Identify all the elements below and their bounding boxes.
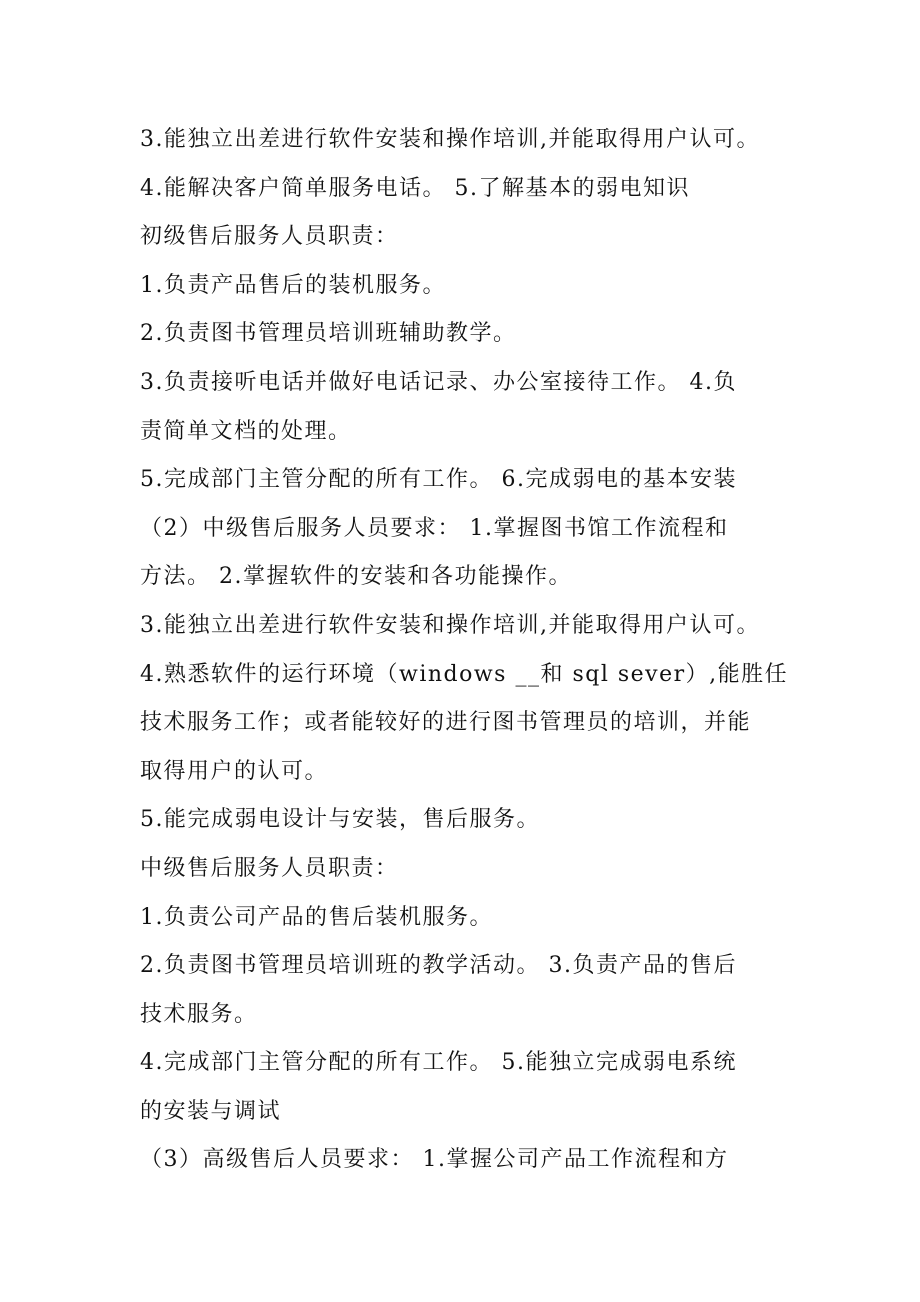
text-line-2: 4.能解决客户简单服务电话。 5.了解基本的弱电知识 [140, 175, 690, 201]
text-line-12: 4.熟悉软件的运行环境（windows __和 sql sever）,能胜任 [140, 661, 789, 687]
text-line-14: 取得用户的认可。 [140, 758, 329, 784]
document-body [140, 116, 820, 1185]
section-heading-senior-requirements: （3）高级售后人员要求： 1.掌握公司产品工作流程和方 [140, 1147, 729, 1173]
text-line-13: 技术服务工作；或者能较好的进行图书管理员的培训，并能 [140, 710, 752, 736]
section-heading-junior-duties: 初级售后服务人员职责： [140, 224, 399, 250]
text-line-1: 3.能独立出差进行软件安装和操作培训,并能取得用户认可。 [140, 127, 760, 152]
text-line-8: 5.完成部门主管分配的所有工作。 6.完成弱电的基本安装 [140, 467, 737, 493]
text-line-11: 3.能独立出差进行软件安装和操作培训,并能取得用户认可。 [140, 612, 760, 638]
section-heading-intermediate-requirements: （2）中级售后服务人员要求： 1.掌握图书馆工作流程和 [140, 515, 729, 541]
section-heading-intermediate-duties: 中级售后服务人员职责： [140, 855, 399, 881]
text-line-15: 5.能完成弱电设计与安装，售后服务。 [140, 807, 540, 833]
text-line-21: 的安装与调试 [140, 1098, 282, 1124]
text-line-18: 2.负责图书管理员培训班的教学活动。 3.负责产品的售后 [140, 953, 737, 979]
text-line-10: 方法。 2.掌握软件的安装和各功能操作。 [140, 564, 572, 590]
text-line-6: 3.负责接听电话并做好电话记录、办公室接待工作。 4.负 [140, 369, 737, 395]
text-line-4: 1.负责产品售后的装机服务。 [140, 272, 446, 298]
text-line-17: 1.负责公司产品的售后装机服务。 [140, 904, 493, 930]
text-line-20: 4.完成部门主管分配的所有工作。 5.能独立完成弱电系统 [140, 1050, 737, 1076]
text-line-5: 2.负责图书管理员培训班辅助教学。 [140, 321, 517, 347]
text-line-19: 技术服务。 [140, 1001, 258, 1027]
text-line-7: 责简单文档的处理。 [140, 418, 352, 444]
